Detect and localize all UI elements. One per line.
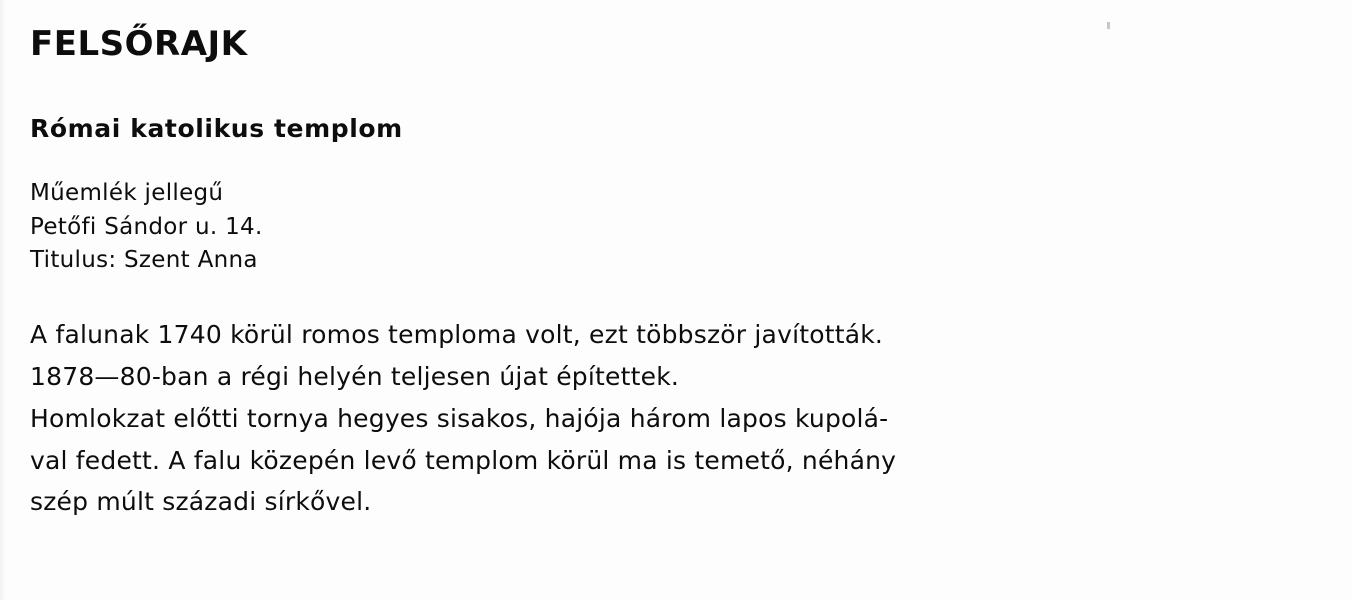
body-line-4: val fedett. A falu közepén levő templom körül ma is temető, néhány xyxy=(30,445,897,475)
entry-body-text xyxy=(30,314,1320,523)
page-title: FELSŐRAJK xyxy=(30,24,248,64)
metadata-line-address: Petőfi Sándor u. 14. xyxy=(30,213,263,240)
entry-subtitle: Római katolikus templom xyxy=(30,114,403,144)
metadata-line-titulus: Titulus: Szent Anna xyxy=(30,247,258,274)
body-line-3: Homlokzat előtti tornya hegyes sisakos, hajója három lapos kupolá- xyxy=(30,403,889,433)
document-content xyxy=(30,18,1320,523)
page-edge-shading xyxy=(0,0,6,600)
body-line-2: 1878—80-ban a régi helyén teljesen újat építettek. xyxy=(30,362,680,392)
body-line-1: A falunak 1740 körül romos temploma volt, ezt többször javították. xyxy=(30,320,884,350)
metadata-line-protection-status: Műemlék jellegű xyxy=(30,179,224,206)
entry-metadata xyxy=(30,177,1320,278)
body-line-5: szép múlt századi sírkővel. xyxy=(30,487,372,517)
